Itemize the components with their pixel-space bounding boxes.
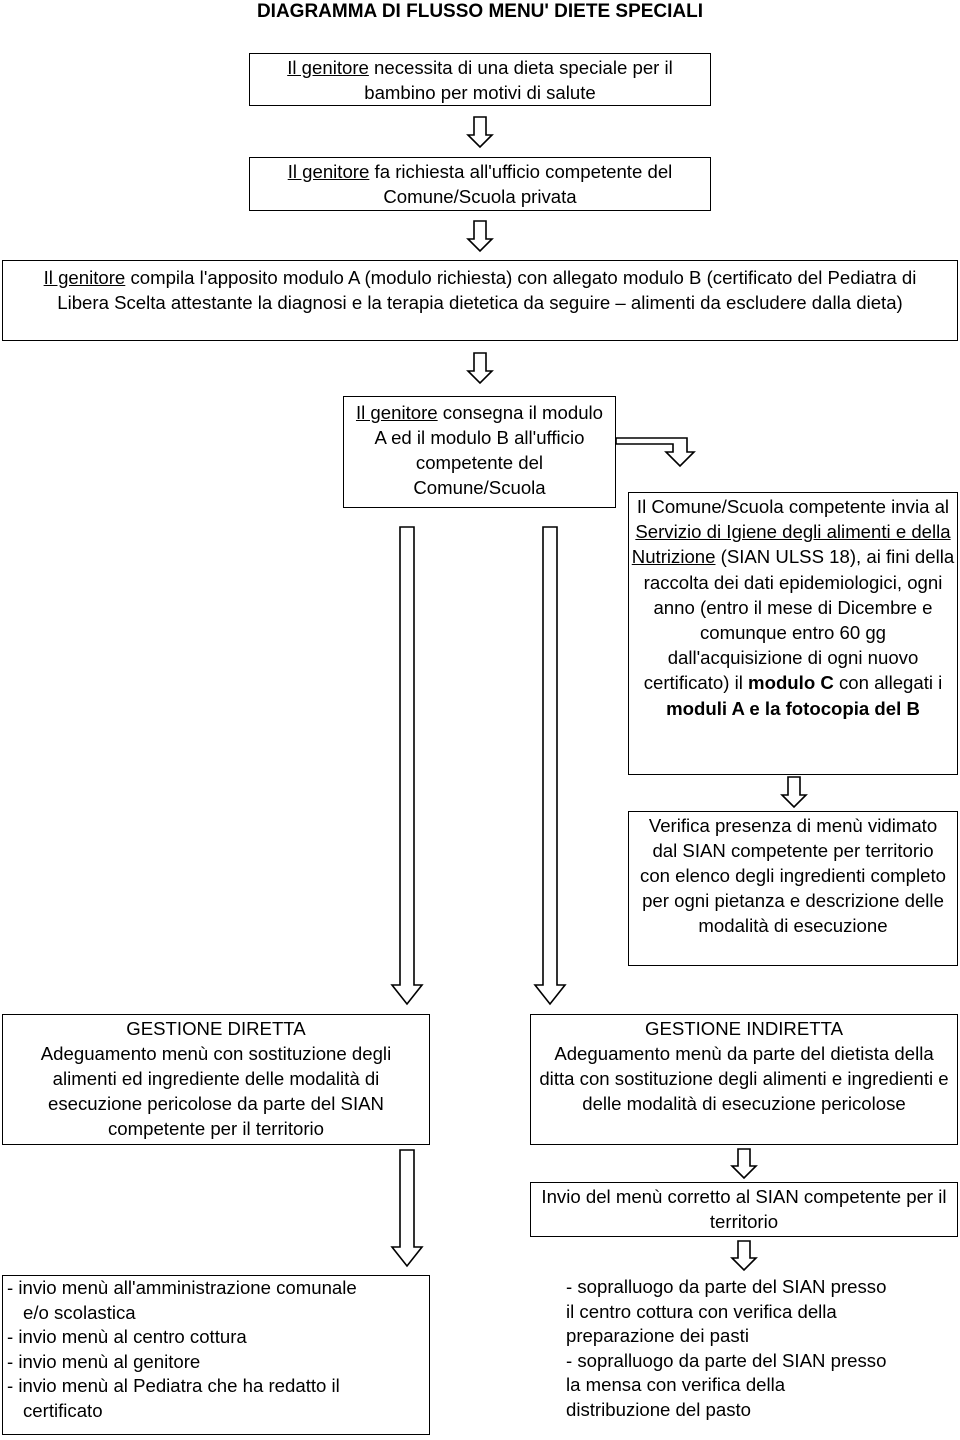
list-item: - sopralluogo da parte del SIAN presso (566, 1349, 887, 1371)
step-text: fa richiesta all'ufficio competente del Comune/Scuola privata (369, 161, 673, 207)
down-arrow-icon (468, 221, 492, 251)
list-item: - invio menù al centro cottura (7, 1326, 247, 1347)
down-arrow-icon (732, 1241, 756, 1270)
bent-arrow-icon (616, 438, 694, 466)
step-text: (SIAN ULSS 18), ai fini della raccolta dei dati epidemiologici, ogni anno (entro il mese di Dicembre e comunque entro 60 gg dall'acquisizione di ogni nuovo certificato) il (643, 546, 955, 694)
subject-parent: Il genitore (355, 402, 438, 423)
subject-parent: Il genitore (287, 57, 369, 78)
list-item: e/o scolastica (23, 1301, 136, 1323)
subject-parent: Il genitore (43, 267, 126, 288)
direct-management-text: Adeguamento menù con sostituzione degli alimenti ed ingrediente delle modalità di esecuzione pericolose da parte del SIAN competente per il territorio (40, 1043, 392, 1139)
subject-parent: Il genitore (287, 161, 370, 182)
step-text: con allegati i (833, 672, 943, 694)
list-item: preparazione dei pasti (566, 1325, 749, 1346)
sian-service-name: Servizio di Igiene degli alimenti e della Nutrizione (631, 521, 951, 568)
indirect-management-text: Adeguamento menù da parte del dietista della ditta con sostituzione degli alimenti e ingredienti e delle modalità di esecuzione pericolose (539, 1043, 949, 1114)
page-title: DIAGRAMMA DI FLUSSO MENU' DIETE SPECIALI (256, 1, 704, 22)
down-arrow-icon (468, 117, 492, 147)
down-arrow-icon (392, 1150, 422, 1266)
indirect-management-heading: GESTIONE INDIRETTA (644, 1018, 843, 1039)
down-arrow-icon (782, 777, 806, 807)
attached-modules: moduli A e la fotocopia del B (666, 697, 920, 719)
step-text: Verifica presenza di menù vidimato dal SIAN competente per territorio con elenco degli ingredienti completo per ogni pietanza e descrizione delle modalità di esecuzione (640, 815, 946, 936)
list-item: distribuzione del pasto (566, 1398, 752, 1420)
step-text: necessita di una dieta speciale per il bambino per motivi di salute (364, 57, 673, 103)
long-down-arrow-icon (392, 527, 422, 1004)
step-text: consegna il modulo A ed il modulo B all'ufficio competente del Comune/Scuola (374, 402, 604, 498)
down-arrow-icon (732, 1149, 756, 1178)
long-down-arrow-icon (535, 527, 565, 1004)
list-item: - invio menù al genitore (7, 1350, 201, 1372)
list-item: il centro cottura con verifica della (566, 1300, 837, 1322)
list-item: - sopralluogo da parte del SIAN presso (566, 1276, 887, 1297)
list-item: - invio menù al Pediatra che ha redatto il (7, 1375, 340, 1396)
module-c: modulo C (748, 672, 834, 694)
down-arrow-icon (468, 353, 492, 383)
send-corrected-menu-text: Invio del menù corretto al SIAN competente per il territorio (541, 1186, 947, 1232)
list-item: certificato (23, 1399, 103, 1421)
step-text: Il Comune/Scuola competente invia al (636, 496, 950, 517)
direct-management-heading: GESTIONE DIRETTA (126, 1018, 306, 1039)
list-item: - invio menù all'amministrazione comunale (7, 1277, 357, 1298)
step-text: compila l'apposito modulo A (modulo richiesta) con allegato modulo B (certificato del Pediatra di Libera Scelta attestante la diagnosi e la terapia dietetica da seguire – alimenti da escludere dalla dieta) (57, 267, 917, 313)
list-item: la mensa con verifica della (566, 1374, 786, 1395)
